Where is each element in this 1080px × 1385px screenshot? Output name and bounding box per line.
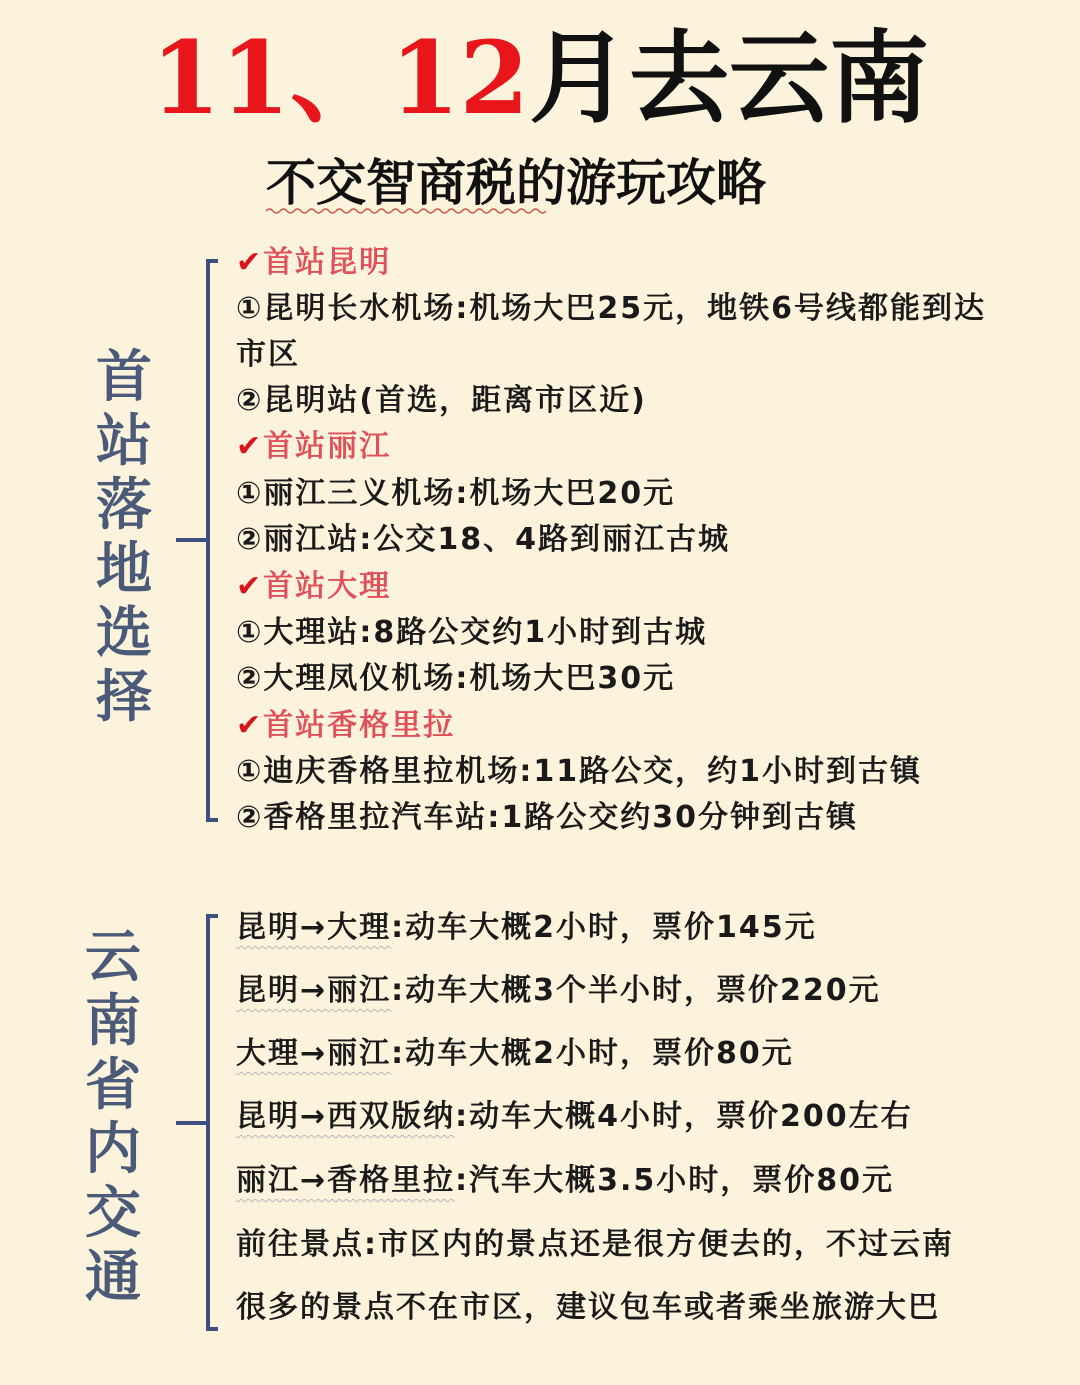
section1-label-char: 首 [96, 344, 152, 410]
page-title [0, 18, 1080, 138]
section1-item: ①昆明长水机场:机场大巴25元，地铁6号线都能到达 [236, 291, 987, 326]
section1-label-char: 落 [96, 472, 152, 538]
section2-label-char: 省 [85, 1052, 141, 1118]
section2-label-char: 云 [85, 924, 141, 990]
route-name: 昆明→大理 [236, 910, 392, 945]
route-line [236, 1158, 894, 1204]
heading-text: 首站香格里拉 [263, 708, 456, 743]
route-line [236, 905, 817, 951]
note-line: 很多的景点不在市区，建议包车或者乘坐旅游大巴 [236, 1290, 940, 1325]
route-name: 大理→丽江 [236, 1036, 392, 1071]
check-icon: ✔ [236, 708, 264, 743]
section2-label [78, 925, 148, 1309]
route-detail: :动车大概2小时，票价145元 [391, 910, 817, 945]
check-icon: ✔ [236, 245, 264, 280]
section1-label-char: 站 [96, 408, 152, 474]
section1-label-char: 选 [96, 600, 152, 666]
route-line [236, 968, 881, 1014]
heading-text: 首站昆明 [263, 245, 392, 280]
section1-label-char: 择 [96, 664, 152, 730]
heading-text: 首站大理 [263, 569, 392, 604]
page-subtitle: 不交智商税的游玩攻略 [266, 153, 766, 212]
route-detail: :动车大概2小时，票价80元 [391, 1036, 794, 1071]
section2-bracket [174, 913, 224, 1333]
section1-item: ①大理站:8路公交约1小时到古城 [236, 615, 708, 650]
section1-label-char: 地 [96, 536, 152, 602]
section2-label-char: 内 [85, 1116, 141, 1182]
section1-item: 市区 [236, 337, 300, 372]
route-name: 昆明→西双版纳 [236, 1099, 456, 1134]
section1-label [89, 345, 159, 729]
route-name: 昆明→丽江 [236, 973, 392, 1008]
section2-label-char: 交 [85, 1180, 141, 1246]
section1-item: ②丽江站:公交18、4路到丽江古城 [236, 522, 731, 557]
subtitle-wavy-underline [266, 206, 546, 216]
section1-bracket [174, 258, 224, 823]
section1-item: ②香格里拉汽车站:1路公交约30分钟到古镇 [236, 800, 859, 835]
route-name: 丽江→香格里拉 [236, 1163, 456, 1198]
section2-label-char: 通 [85, 1244, 141, 1310]
section1-item: ②大理凤仪机场:机场大巴30元 [236, 661, 676, 696]
heading-text: 首站丽江 [263, 429, 392, 464]
route-detail: :动车大概4小时，票价200左右 [455, 1099, 913, 1134]
section2-label-char: 南 [85, 988, 141, 1054]
section1-heading [236, 703, 455, 749]
section1-item: ①迪庆香格里拉机场:11路公交，约1小时到古镇 [236, 754, 923, 789]
section1-heading [236, 564, 391, 610]
section1-heading [236, 424, 391, 470]
route-line [236, 1031, 794, 1077]
section1-item: ①丽江三义机场:机场大巴20元 [236, 476, 676, 511]
route-line [236, 1094, 913, 1140]
check-icon: ✔ [236, 429, 264, 464]
note-line: 前往景点:市区内的景点还是很方便去的，不过云南 [236, 1227, 954, 1262]
section1-item: ②昆明站(首选，距离市区近) [236, 383, 647, 418]
title-destination: 月去云南 [529, 19, 930, 137]
route-detail: :动车大概3个半小时，票价220元 [391, 973, 881, 1008]
section1-heading [236, 240, 391, 286]
title-months: 11、12 [150, 19, 530, 137]
route-detail: :汽车大概3.5小时，票价80元 [455, 1163, 895, 1198]
check-icon: ✔ [236, 569, 264, 604]
